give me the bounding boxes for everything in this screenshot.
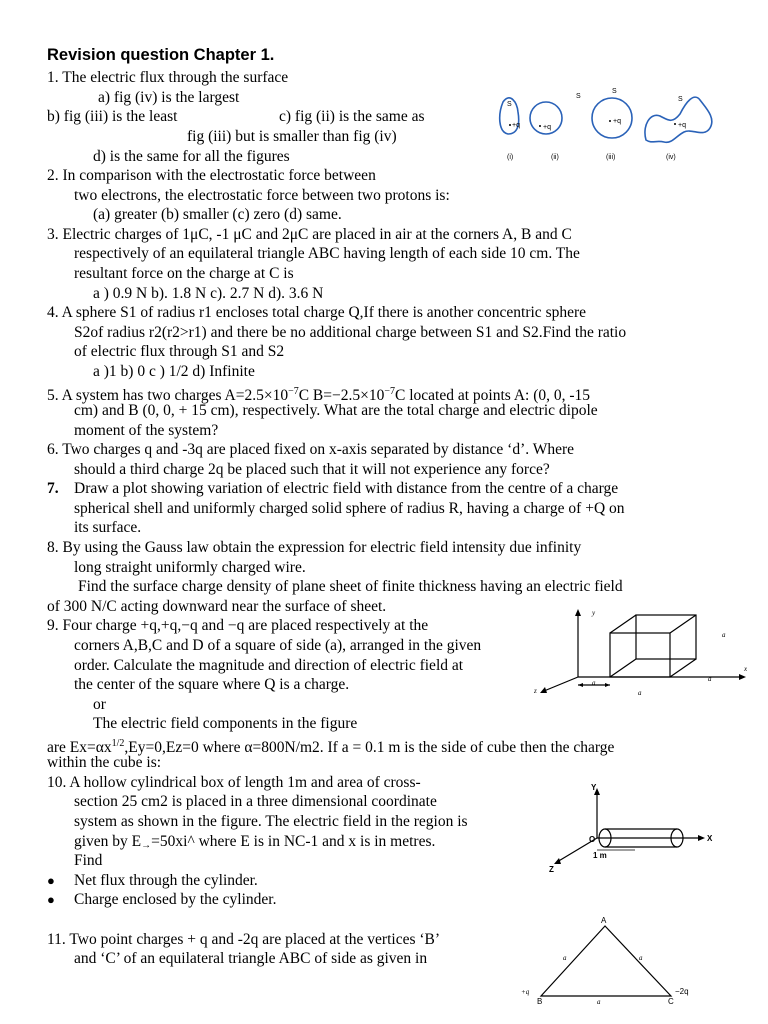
triangle-abc	[541, 926, 671, 996]
q9-or: or	[93, 696, 106, 713]
q5-stem-cont2: moment of the system?	[74, 422, 219, 439]
cube-edge-a1: a	[592, 679, 596, 687]
q10-stem: 10. A hollow cylindrical box of length 1m and area of cross-	[47, 774, 421, 791]
q5-stem: 5. A system has two charges $A=2.5\times 10^{-7}C$ $B=-2.5\times 10^{-7}C$ located at points A: (0, 0, -15	[47, 386, 591, 405]
q4-options: a )1 b) 0 c ) 1/2 d) Infinite	[93, 363, 255, 380]
surface-iv	[645, 97, 712, 142]
q1-option-c: c) fig (ii) is the same as	[279, 108, 425, 125]
label-q-i: +q	[512, 122, 520, 129]
label-s-iv: S	[678, 96, 683, 103]
q1-option-d: d) is the same for all the figures	[93, 148, 290, 165]
label-s-i: S	[507, 101, 512, 108]
q1-stem: 1. The electric flux through the surface	[47, 69, 289, 86]
cube-axis-y: y	[592, 609, 596, 617]
surface-outlines	[500, 97, 712, 142]
z-axis-arrow	[540, 687, 547, 693]
cube-figure	[530, 605, 752, 697]
cyl-axis-x: X	[707, 834, 713, 843]
q10-stem-cont2: system as shown in the figure. The electric field in the region is	[74, 813, 468, 830]
cyl-origin: O	[589, 835, 596, 844]
q3-options: a ) 0.9 N b). 1.8 N c). 2.7 N d). 3.6 N	[93, 285, 324, 302]
cyl-axis-z: Z	[549, 865, 554, 874]
triangle-figure	[515, 912, 710, 1006]
q10-find: Find	[74, 852, 103, 869]
q3-stem-cont1: respectively of an equilateral triangle ABC having length of each side 10 cm. The	[74, 245, 580, 262]
q7-stem-cont1: spherical shell and uniformly charged solid sphere of radius R, having a charge of +Q on	[74, 500, 625, 517]
q1-option-a: a) fig (iv) is the largest	[98, 89, 240, 106]
q2-stem-cont: two electrons, the electrostatic force between two protons is:	[74, 187, 450, 204]
cube-edge-a3: a	[708, 675, 712, 683]
cyl-axis-y: Y	[591, 783, 597, 792]
side-ac: a	[639, 954, 643, 962]
vertex-c: C	[668, 997, 674, 1006]
cube-axis-z: z	[534, 687, 537, 695]
q9-stem-cont3: the center of the square where Q is a charge.	[74, 676, 350, 693]
vertex-b: B	[537, 997, 543, 1006]
q8-alt-cont: of 300 N/C acting downward near the surface of sheet.	[47, 598, 387, 615]
vector-arrow: →	[141, 840, 152, 851]
q4-stem: 4. A sphere S1 of radius r1 encloses total charge Q,If there is another concentric sphere	[47, 304, 587, 321]
bullet-2: ●	[47, 892, 55, 907]
page-title: Revision question Chapter 1.	[47, 46, 275, 64]
side-bc: a	[597, 998, 601, 1006]
cylinder-figure	[545, 782, 720, 874]
q3-stem: 3. Electric charges of 1μC, -1 μC and 2μC are placed in air at the corners A, B and C	[47, 226, 572, 243]
side-ab: a	[563, 954, 567, 962]
q9-stem-cont2: order. Calculate the magnitude and direction of electric field at	[74, 657, 464, 674]
x-axis-arrow	[739, 674, 746, 680]
q10-stem-cont3: given by E→=50xi^ where E is in NC-1 and x is in metres.	[74, 833, 436, 851]
surface-iii	[592, 98, 632, 138]
q4-stem-cont1: S2of radius r2(r2>r1) and there be no additional charge between S1 and S2.Find the ratio	[74, 324, 627, 341]
label-q-iv: +q	[678, 122, 686, 129]
caption-ii: (ii)	[551, 154, 559, 161]
label-s-iii: S	[612, 88, 617, 95]
q8-stem: 8. By using the Gauss law obtain the expression for electric field intensity due infinity	[47, 539, 582, 556]
q4-stem-cont2: of electric flux through S1 and S2	[74, 343, 285, 360]
bullet-1: ●	[47, 873, 55, 888]
q7-stem-cont2: its surface.	[74, 519, 142, 536]
q9-stem-cont1: corners A,B,C and D of a square of side (a), arranged in the given	[74, 637, 482, 654]
cube-edge-a2: a	[638, 689, 642, 697]
q10-part-1: Net flux through the cylinder.	[74, 872, 258, 889]
q10-part-2: Charge enclosed by the cylinder.	[74, 891, 277, 908]
cube-edges	[610, 615, 696, 677]
caption-i: (i)	[507, 154, 514, 161]
cyl-length: 1 m	[593, 851, 607, 860]
q7-number: 7.	[47, 480, 59, 497]
q8-stem-cont: long straight uniformly charged wire.	[74, 559, 306, 576]
q3-stem-cont2: resultant force on the charge at C is	[74, 265, 294, 282]
z-axis	[544, 677, 578, 691]
label-q-iii: +q	[613, 118, 621, 125]
q1-option-b: b) fig (iii) is the least	[47, 108, 178, 125]
q9-stem: 9. Four charge +q,+q,−q and −q are placed respectively at the	[47, 617, 429, 634]
cube-edge-a4: a	[722, 631, 726, 639]
q9-alt-cont2: within the cube is:	[47, 754, 162, 771]
flux-surfaces-figure	[496, 84, 726, 164]
label-s-ii: S	[576, 93, 581, 100]
q1-option-c-cont: fig (iii) but is smaller than fig (iv)	[187, 128, 397, 145]
q6-stem-cont: should a third charge 2q be placed such that it will not experience any force?	[74, 461, 550, 478]
q2-options: (a) greater (b) smaller (c) zero (d) same.	[93, 206, 342, 223]
q9-alt: The electric field components in the figure	[93, 715, 358, 732]
cube-axis-x: x	[744, 665, 748, 673]
q2-stem: 2. In comparison with the electrostatic force between	[47, 167, 376, 184]
label-q-ii: +q	[543, 124, 551, 131]
q11-stem: 11. Two point charges + q and -2q are placed at the vertices ‘B’	[47, 931, 441, 948]
charge-c: −2q	[675, 987, 689, 996]
q11-stem-cont: and ‘C’ of an equilateral triangle ABC of side as given in	[74, 950, 428, 967]
y-axis-arrow	[575, 609, 581, 616]
charge-b: +q	[521, 988, 530, 996]
q6-stem: 6. Two charges q and -3q are placed fixed on x-axis separated by distance ‘d’. Where	[47, 441, 575, 458]
q5-stem-cont1: cm) and B (0, 0, + 15 cm), respectively. What are the total charge and electric dipole	[74, 402, 598, 419]
vertex-a: A	[601, 916, 607, 925]
caption-iii: (iii)	[606, 154, 616, 161]
q7-stem: Draw a plot showing variation of electric field with distance from the centre of a charge	[74, 480, 619, 497]
q10-stem-cont1: section 25 cm2 is placed in a three dimensional coordinate	[74, 793, 437, 810]
caption-iv: (iv)	[666, 154, 676, 161]
q9-alt-cont1: are $Ex=\alpha x^{1/2},Ey=0,Ez=0$ where α=800N/m2. If a = 0.1 m is the side of cube then the charge	[47, 738, 615, 757]
q8-alt: Find the surface charge density of plane sheet of finite thickness having an electric field	[78, 578, 623, 595]
